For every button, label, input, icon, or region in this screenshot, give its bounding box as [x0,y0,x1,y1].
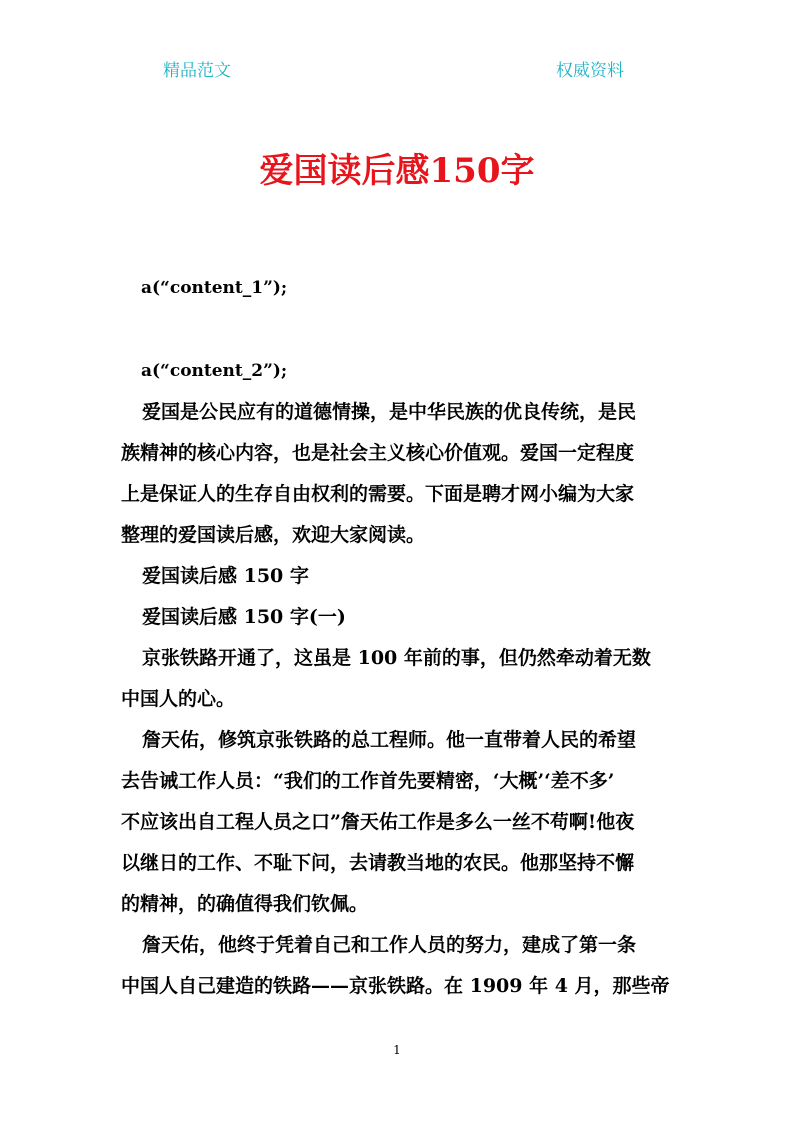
paragraph-line: 以继日的工作、不耻下问，去请教当地的农民。他那坚持不懈 [121,852,635,874]
code-line-2: a(“content_2”); [141,361,288,381]
paragraph-line: 不应该出自工程人员之口”詹天佑工作是多么一丝不苟啊!他夜 [121,811,635,833]
header-right-label: 权威资料 [556,61,624,81]
header-left-label: 精品范文 [163,61,231,81]
document-body [121,392,669,1007]
paragraph-line: 中国人的心。 [121,688,236,710]
paragraph-line: 整理的爱国读后感，欢迎大家阅读。 [121,524,426,546]
code-line-1: a(“content_1”); [141,278,288,298]
paragraph-line: 京张铁路开通了，这虽是 100 年前的事，但仍然牵动着无数 [142,647,651,669]
page-number: 1 [393,1043,401,1057]
paragraph-line: 詹天佑，修筑京张铁路的总工程师。他一直带着人民的希望 [142,729,637,751]
paragraph-line: 的精神，的确值得我们钦佩。 [121,893,369,915]
paragraph-line: 族精神的核心内容，也是社会主义核心价值观。爱国一定程度 [121,442,635,464]
paragraph-line: 中国人自己建造的铁路——京张铁路。在 1909 年 4 月，那些帝 [121,975,670,997]
paragraph-line: 上是保证人的生存自由权利的需要。下面是聘才网小编为大家 [121,483,635,505]
section-heading: 爱国读后感 150 字 [142,565,309,587]
paragraph-line: 詹天佑，他终于凭着自己和工作人员的努力，建成了第一条 [142,934,637,956]
paragraph-line: 去告诫工作人员：“我们的工作首先要精密，‘大概’‘差不多’ [121,770,615,792]
section-subheading: 爱国读后感 150 字(一) [142,606,346,628]
paragraph-line: 爱国是公民应有的道德情操，是中华民族的优良传统，是民 [142,401,637,423]
document-title: 爱国读后感150字 [259,151,535,191]
